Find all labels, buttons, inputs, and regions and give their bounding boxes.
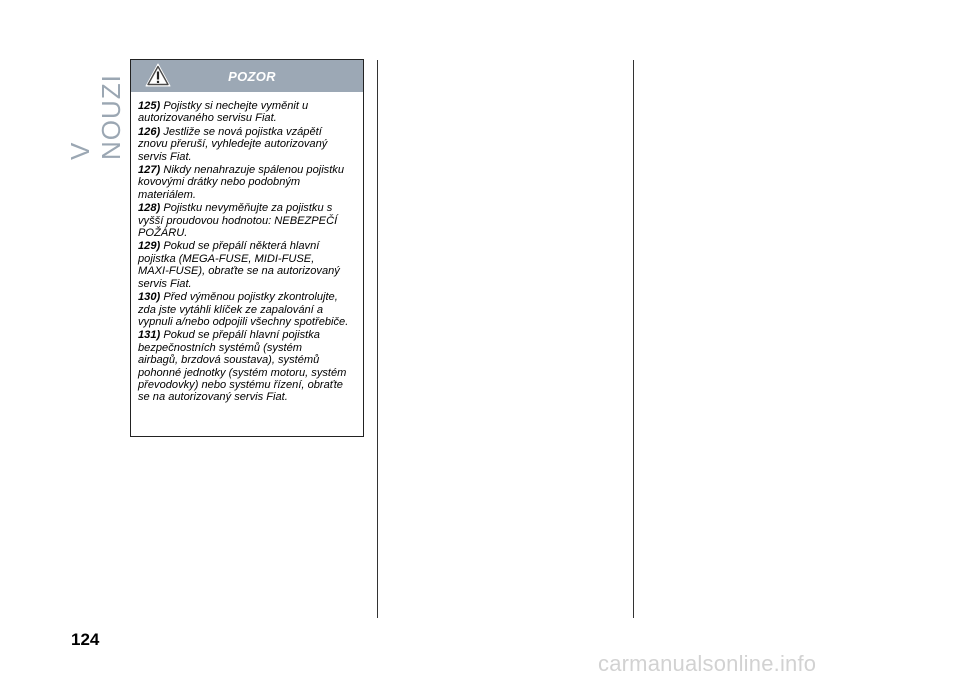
note-item [138, 100, 359, 125]
note-item [138, 164, 359, 201]
note-number: 127) [138, 164, 161, 177]
column-divider [377, 60, 378, 618]
warning-title: POZOR [228, 68, 276, 84]
note-text: Nikdy nenahrazuje spálenou pojistku kovovými drátky nebo podobným materiálem. [138, 164, 345, 201]
note-text: Pojistky si nechejte vyměnit u autorizovaného servisu Fiat. [138, 100, 309, 125]
note-text: Pokud se přepálí hlavní pojistka bezpečnostních systémů (systém airbagů, brzdová soustava), systémů pohonné jednotky (systém motoru, systém převodovky) nebo systému řízení, obraťte se na autorizovaný servis Fiat. [138, 329, 347, 404]
note-item [138, 291, 359, 328]
section-title: V NOUZI [65, 74, 126, 160]
warning-notes [131, 92, 363, 404]
note-number: 126) [138, 125, 161, 138]
note-text: Před výměnou pojistky zkontrolujte, zda jste vytáhli klíček ze zapalování a vypnuli a/nebo odpojili všechny spotřebiče. [138, 291, 349, 328]
note-number: 125) [138, 100, 161, 112]
note-number: 130) [138, 291, 161, 304]
warning-triangle-icon [145, 63, 171, 87]
note-number: 131) [138, 329, 161, 342]
note-number: 128) [138, 202, 161, 215]
column-divider [633, 60, 634, 618]
warning-header [131, 60, 363, 92]
note-text: Pokud se přepálí některá hlavní pojistka (MEGA-FUSE, MIDI-FUSE, MAXI-FUSE), obraťte se na autorizovaný servis Fiat. [138, 240, 340, 290]
note-item [138, 202, 359, 239]
watermark: carmanualsonline.info [598, 651, 817, 676]
note-item [138, 240, 359, 290]
warning-box [130, 59, 364, 437]
note-item [138, 126, 359, 163]
note-text: Pojistku nevyměňujte za pojistku s vyšší proudovou hodnotou: NEBEZPEČÍ POŽÁRU. [138, 202, 338, 240]
note-item [138, 329, 359, 403]
page-number: 124 [71, 630, 100, 649]
note-text: Jestliže se nová pojistka vzápětí znovu přeruší, vyhledejte autorizovaný servis Fiat. [138, 125, 328, 163]
note-number: 129) [138, 240, 161, 253]
